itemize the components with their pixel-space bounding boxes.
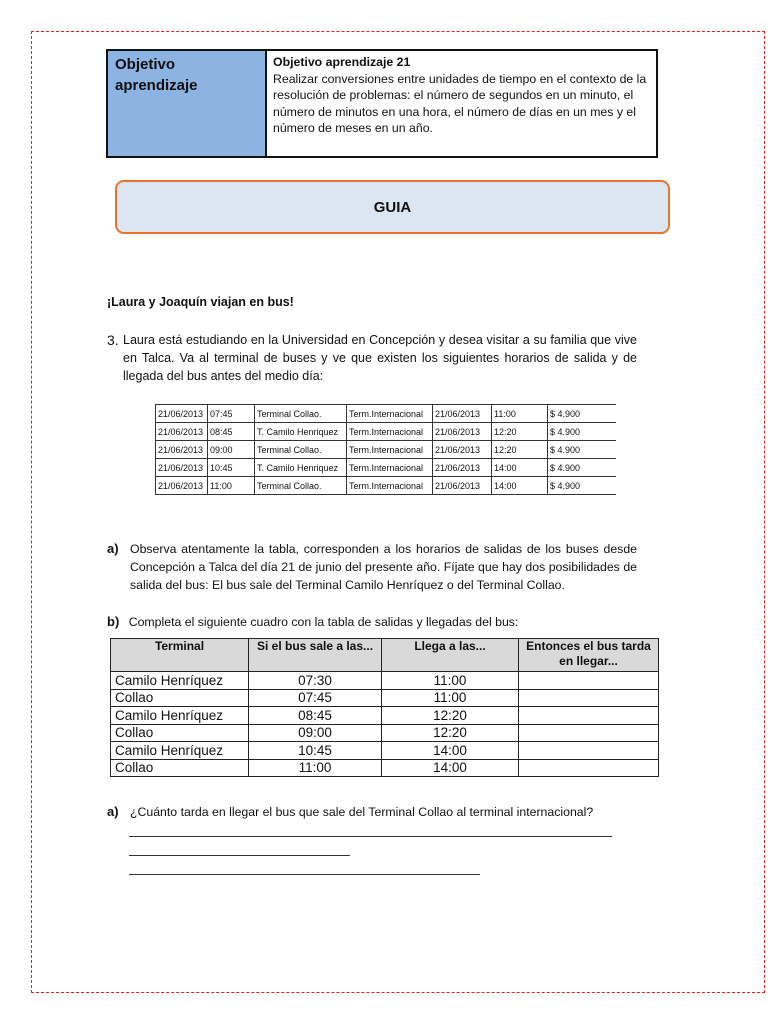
answer-cell[interactable] xyxy=(519,672,659,690)
answer-cell[interactable] xyxy=(519,724,659,742)
schedule-cell: 14:00 xyxy=(492,459,548,477)
completion-table xyxy=(110,638,659,777)
completion-row xyxy=(111,689,659,707)
header-duration: Entonces el bus tarda en llegar... xyxy=(519,639,659,672)
schedule-cell: $ 4.900 xyxy=(548,423,616,441)
schedule-cell: 14:00 xyxy=(492,477,548,495)
objective-label: Objetivo aprendizaje xyxy=(108,51,267,156)
objective-table xyxy=(106,49,658,158)
completion-cell: 12:20 xyxy=(382,707,519,725)
schedule-table xyxy=(155,404,616,495)
answer-cell[interactable] xyxy=(519,689,659,707)
part-a xyxy=(107,540,637,594)
completion-cell: 11:00 xyxy=(382,672,519,690)
schedule-cell: 21/06/2013 xyxy=(156,459,208,477)
schedule-cell: 10:45 xyxy=(208,459,255,477)
schedule-cell: 21/06/2013 xyxy=(156,441,208,459)
schedule-cell: 12:20 xyxy=(492,441,548,459)
answer-cell[interactable] xyxy=(519,759,659,777)
schedule-cell: 08:45 xyxy=(208,423,255,441)
completion-cell: Camilo Henríquez xyxy=(111,672,249,690)
schedule-cell: $ 4.900 xyxy=(548,477,616,495)
completion-cell: 12:20 xyxy=(382,724,519,742)
objective-text: Realizar conversiones entre unidades de tiempo en el contexto de la resolución de problemas: el número de segundos en un minuto, el número de minutos en una hora, el número de días en un mes y el número de meses en un año. xyxy=(273,71,647,135)
schedule-row xyxy=(156,477,616,495)
part-b xyxy=(107,614,518,629)
schedule-cell: Term.Internacional xyxy=(347,459,433,477)
header-departure: Si el bus sale a las... xyxy=(249,639,382,672)
schedule-cell: $ 4.900 xyxy=(548,441,616,459)
answer-cell[interactable] xyxy=(519,742,659,760)
part-b-label: b) xyxy=(107,614,120,629)
schedule-cell: 09:00 xyxy=(208,441,255,459)
completion-cell: 10:45 xyxy=(249,742,382,760)
completion-cell: 11:00 xyxy=(249,759,382,777)
objective-title: Objetivo aprendizaje 21 xyxy=(273,55,411,69)
completion-cell: 11:00 xyxy=(382,689,519,707)
guia-banner: GUIA xyxy=(115,180,670,234)
question-3 xyxy=(107,331,637,385)
schedule-cell: 21/06/2013 xyxy=(433,459,492,477)
schedule-cell: 21/06/2013 xyxy=(433,405,492,423)
question-a2-text: ¿Cuánto tarda en llegar el bus que sale del Terminal Collao al terminal internacional? xyxy=(129,805,594,819)
objective-content xyxy=(267,51,656,156)
question-a2 xyxy=(107,804,593,819)
schedule-cell: 21/06/2013 xyxy=(156,405,208,423)
schedule-cell: Term.Internacional xyxy=(347,423,433,441)
schedule-row xyxy=(156,459,616,477)
answer-line[interactable] xyxy=(129,836,612,837)
part-a-text: Observa atentamente la tabla, corresponden a los horarios de salidas de los buses desde Concepción a Talca del día 21 de junio del presente año. Fíjate que hay dos posibilidades de salida del bus: El bus sale del Terminal Camilo Henríquez o del Terminal Collao. xyxy=(130,542,637,592)
completion-cell: Collao xyxy=(111,689,249,707)
answer-cell[interactable] xyxy=(519,707,659,725)
schedule-cell: 21/06/2013 xyxy=(433,441,492,459)
schedule-row xyxy=(156,423,616,441)
schedule-cell: $ 4.900 xyxy=(548,405,616,423)
answer-line[interactable] xyxy=(129,874,480,875)
schedule-cell: Term.Internacional xyxy=(347,477,433,495)
schedule-cell: $ 4.900 xyxy=(548,459,616,477)
schedule-cell: Terminal Collao. xyxy=(255,441,347,459)
part-a-label: a) xyxy=(107,541,119,556)
schedule-cell: 21/06/2013 xyxy=(433,423,492,441)
completion-cell: 07:45 xyxy=(249,689,382,707)
completion-row xyxy=(111,707,659,725)
completion-row xyxy=(111,724,659,742)
completion-row xyxy=(111,742,659,760)
schedule-cell: T. Camilo Henriquez xyxy=(255,423,347,441)
completion-cell: 08:45 xyxy=(249,707,382,725)
schedule-row xyxy=(156,441,616,459)
schedule-cell: T. Camilo Henriquez xyxy=(255,459,347,477)
completion-cell: Camilo Henríquez xyxy=(111,742,249,760)
schedule-cell: 21/06/2013 xyxy=(156,477,208,495)
completion-cell: Camilo Henríquez xyxy=(111,707,249,725)
header-terminal: Terminal xyxy=(111,639,249,672)
schedule-cell: Term.Internacional xyxy=(347,405,433,423)
header-arrival: Llega a las... xyxy=(382,639,519,672)
completion-row xyxy=(111,759,659,777)
answer-line[interactable] xyxy=(129,855,350,856)
question-3-text: Laura está estudiando en la Universidad en Concepción y desea visitar a su familia que vive en Talca. Va al terminal de buses y ve que existen los siguientes horarios de salida y de llegada del bus antes del medio día: xyxy=(123,333,637,383)
section-heading: ¡Laura y Joaquín viajan en bus! xyxy=(107,295,294,309)
completion-cell: 14:00 xyxy=(382,759,519,777)
completion-row xyxy=(111,672,659,690)
completion-cell: Collao xyxy=(111,759,249,777)
question-3-number: 3. xyxy=(107,332,119,348)
part-b-text: Completa el siguiente cuadro con la tabla de salidas y llegadas del bus: xyxy=(128,615,519,629)
completion-cell: 09:00 xyxy=(249,724,382,742)
schedule-cell: 21/06/2013 xyxy=(156,423,208,441)
schedule-cell: 21/06/2013 xyxy=(433,477,492,495)
schedule-cell: 11:00 xyxy=(492,405,548,423)
completion-cell: Collao xyxy=(111,724,249,742)
page-border xyxy=(31,31,765,993)
question-a2-label: a) xyxy=(107,804,119,819)
schedule-cell: Terminal Collao. xyxy=(255,405,347,423)
schedule-cell: 07:45 xyxy=(208,405,255,423)
schedule-cell: 12:20 xyxy=(492,423,548,441)
schedule-row xyxy=(156,405,616,423)
schedule-cell: Term.Internacional xyxy=(347,441,433,459)
completion-cell: 14:00 xyxy=(382,742,519,760)
schedule-cell: 11:00 xyxy=(208,477,255,495)
completion-cell: 07:30 xyxy=(249,672,382,690)
schedule-cell: Terminal Collao. xyxy=(255,477,347,495)
